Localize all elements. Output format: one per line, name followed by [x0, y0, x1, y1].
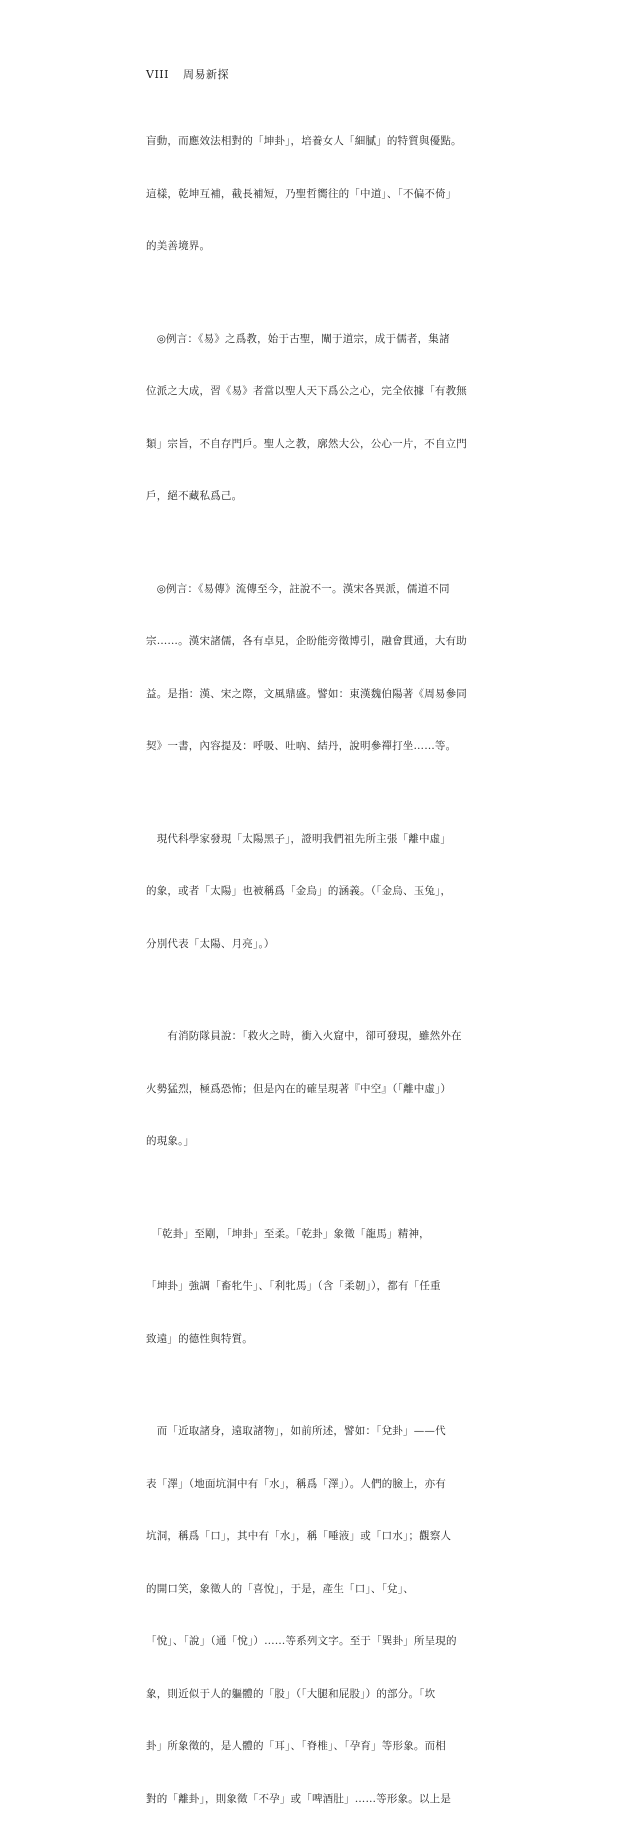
- text-line: ◎例言：《易》之爲教，始于古聖，闡于道宗，成于儒者，集諸: [146, 332, 450, 345]
- text-line: ◎例言：《易傳》流傳至今，註說不一。漢宋各異派，儒道不同: [146, 582, 450, 595]
- text-line: 位派之大成，習《易》者當以聖人天下爲公之心，完全依據「有教無: [146, 385, 467, 397]
- paragraph: [146, 796, 506, 989]
- text-line: 類」宗旨，不自存門戶。聖人之教，廓然大公，公心一片，不自立門: [146, 437, 467, 450]
- page-number: VIII: [146, 68, 169, 81]
- running-header: [146, 66, 229, 82]
- text-line: 盲動，而應效法相對的「坤卦」，培養女人「細膩」的特質與優點。: [146, 135, 462, 147]
- book-title: 周易新探: [182, 68, 229, 81]
- text-line: 有消防隊員說：「救火之時，衝入火窟中，卻可發現，雖然外在: [146, 1030, 462, 1042]
- text-line: 宗……。漢宋諸儒，各有卓見，企盼能旁徵博引，融會貫通，大有助: [146, 635, 467, 647]
- text-line: 分別代表「太陽、月亮」。）: [146, 937, 275, 950]
- paragraph: [146, 1388, 506, 1843]
- text-line: 而「近取諸身，遠取諸物」，如前所述，譬如：「兌卦」——代: [146, 1425, 446, 1437]
- text-line: 戶，絕不藏私爲己。: [146, 490, 243, 502]
- paragraph: [146, 1191, 506, 1384]
- text-line: 的現象。」: [146, 1135, 195, 1147]
- text-line: 致遠」的德性與特質。: [146, 1332, 253, 1345]
- text-line: 火勢猛烈，極爲恐怖；但是內在的確呈現著『中空』（「離中虛」）: [146, 1082, 452, 1095]
- text-line: 卦」所象徵的，是人體的「耳」、「脊椎」、「孕育」等形象。而相: [146, 1740, 446, 1752]
- text-line: 「悅」、「說」（通「悅」）……等系列文字。至于「巽卦」所呈現的: [146, 1635, 457, 1647]
- text-line: 的開口笑，象徵人的「喜悅」，于是，產生「口」、「兌」、: [146, 1582, 414, 1595]
- paragraph: [146, 993, 506, 1186]
- body-text: [146, 98, 506, 1848]
- text-line: 象，則近似于人的軀體的「股」（「大腿和屁股」）的部分。「坎: [146, 1687, 436, 1700]
- text-line: 的美善境界。: [146, 240, 211, 252]
- text-line: 「坤卦」強調「畜牝牛」、「利牝馬」（含「柔韌」），都有「任重: [146, 1280, 441, 1292]
- text-line: 對的「離卦」，則象徵「不孕」或「啤酒肚」……等形象。以上是: [146, 1792, 452, 1805]
- text-line: 坑洞，稱爲「口」，其中有「水」，稱「唾液」或「口水」；觀察人: [146, 1530, 452, 1542]
- text-line: 益。是指：漢、宋之際，文風鼎盛。譬如：東漢魏伯陽著《周易參同: [146, 687, 467, 700]
- paragraph: [146, 296, 506, 541]
- paragraph: [146, 546, 506, 791]
- text-line: 這樣，乾坤互補，截長補短，乃聖哲嚮往的「中道」、「不偏不倚」: [146, 187, 457, 200]
- text-line: 「乾卦」至剛，「坤卦」至柔。「乾卦」象徵「龍馬」精神，: [146, 1227, 430, 1240]
- text-line: 契》一書，內容提及：呼吸、吐吶、結丹，說明參禪打坐……等。: [146, 740, 457, 752]
- text-line: 表「澤」（地面坑洞中有「水」，稱爲「澤」）。人們的臉上，亦有: [146, 1477, 446, 1490]
- paragraph: [146, 98, 506, 291]
- text-line: 的象，或者「太陽」也被稱爲「金烏」的涵義。（「金烏、玉兔」，: [146, 885, 452, 897]
- text-line: 現代科學家發現「太陽黑子」，證明我們祖先所主張「離中虛」: [146, 832, 452, 845]
